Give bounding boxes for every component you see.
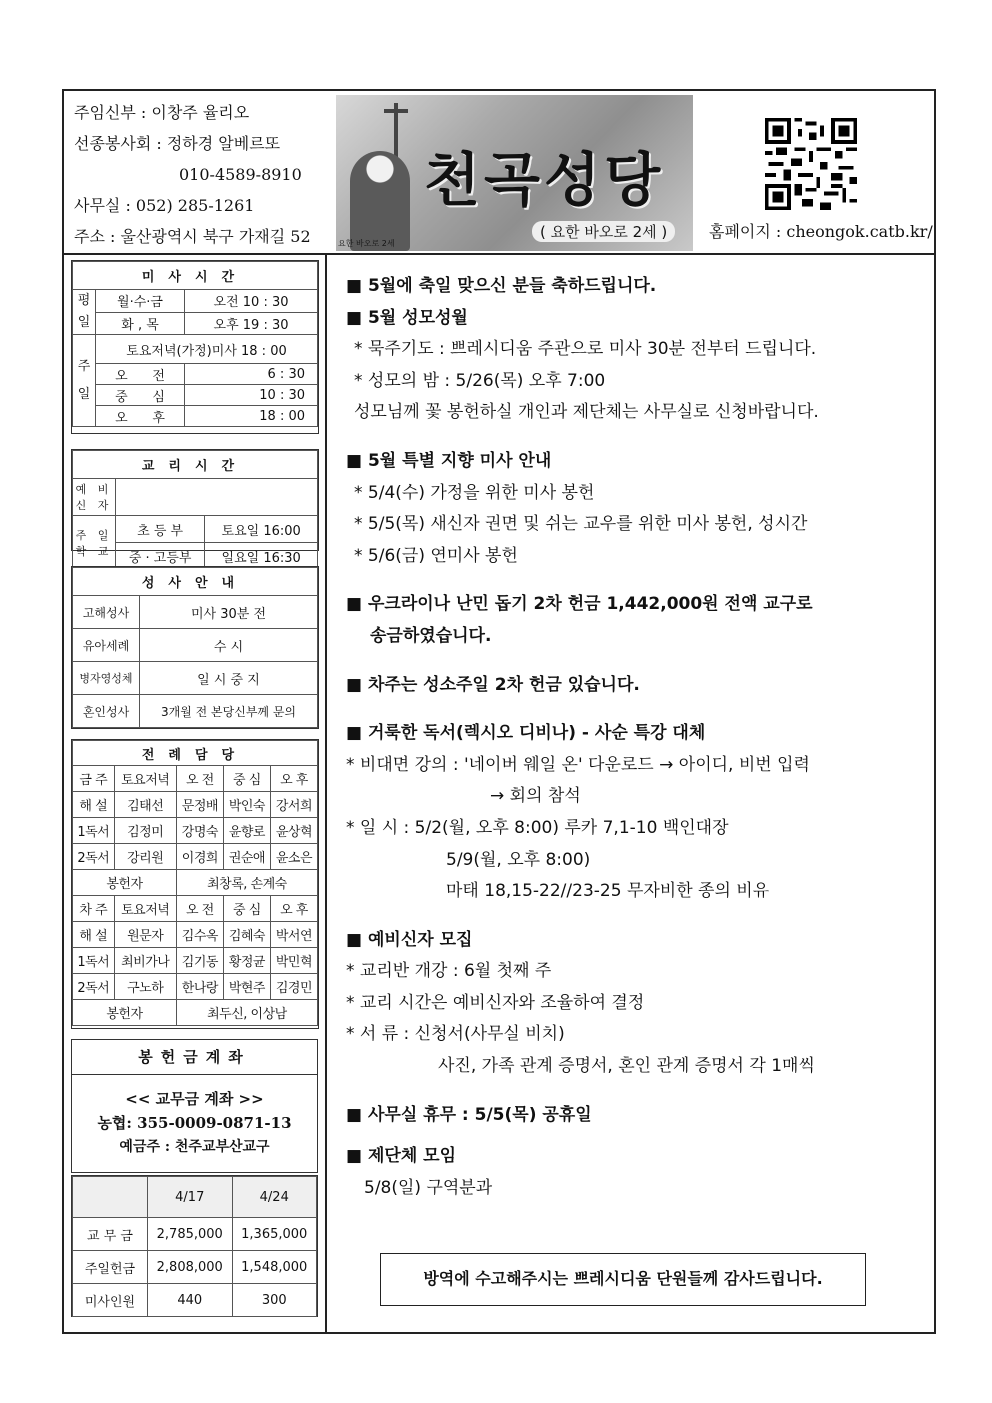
liturgy-col-header: 오 후 (270, 896, 317, 922)
divider (325, 253, 327, 1332)
sunday-time: 6 : 30 (185, 364, 318, 385)
patron-saint: ( 요한 바오로 2세 ) (532, 221, 675, 242)
weekday-label: 평 일 (73, 290, 96, 335)
table-row: 교 무 금 2,785,000 1,365,000 (73, 1218, 317, 1251)
sacrament-info: 일 시 중 지 (140, 662, 318, 695)
sunday-slot: 오 후 (96, 406, 185, 427)
mass-times-box (71, 260, 319, 434)
notice-heading: ■ 예비신자 모집 (346, 929, 473, 950)
liturgy-col-header: 오 전 (176, 896, 223, 922)
mass-times-title: 미사시간 (73, 262, 318, 290)
liturgy-col-header: 중 심 (223, 896, 270, 922)
notice-heading: ■ 5월에 축일 맞으신 분들 축하드립니다. (346, 276, 657, 296)
table-row: 미사인원 440 300 (73, 1284, 317, 1317)
donation-line: << 교무금 계좌 >> (125, 1090, 264, 1108)
sacrament-name: 병자영성체 (73, 662, 140, 695)
table-row (73, 1000, 318, 1026)
notice-item: 5/8(일) 구역분과 (364, 1177, 493, 1198)
secondary-label: 중 · 고등부 (116, 543, 205, 570)
table-row: 2독서 강리원 이경희 권순애 윤소은 (73, 844, 318, 870)
sacrament-info: 수 시 (140, 629, 318, 662)
notice-heading: ■ 사무실 휴무 : 5/5(목) 공휴일 (346, 1104, 592, 1125)
notice-item: * 5/4(수) 가정을 위한 미사 봉헌 (354, 482, 595, 503)
sacrament-info: 3개월 전 본당신부께 문의 (140, 695, 318, 728)
notice-item: 사진, 가족 관계 증명서, 혼인 관계 증명서 각 1매씩 (438, 1056, 815, 1077)
table-row: 1독서 김정미 강명숙 윤향로 윤상혁 (73, 818, 318, 844)
council-chair: 선종봉사회 : 정하경 알베르또 (74, 134, 281, 153)
notice-item: 송금하였습니다. (370, 625, 492, 646)
offering-names: 최창록, 손계숙 (176, 870, 317, 896)
notice-item: 5/9(월, 오후 8:00) (446, 849, 591, 870)
notice-heading: ■ 제단체 모임 (346, 1146, 457, 1167)
table-row (73, 870, 318, 896)
offering-names: 최두신, 이상남 (176, 1000, 317, 1026)
table-row: 해 설 원문자 김수옥 김혜숙 박서연 (73, 922, 318, 948)
table-row: 해 설 김태선 문정배 박인숙 강서희 (73, 792, 318, 818)
notice-item: * 교리 시간은 예비신자와 조율하여 결정 (346, 992, 645, 1013)
weekday-days: 화 , 목 (96, 312, 185, 335)
liturgy-col-header: 중 심 (223, 766, 270, 792)
sunday-school-label: 주 일 학 교 (73, 516, 116, 570)
church-banner (336, 95, 693, 251)
notice-item: → 회의 참석 (490, 786, 581, 807)
notice-item: * 비대면 강의 : '네이버 웨일 온' 다운로드 → 아이디, 비번 입력 (346, 754, 810, 775)
notice-item: * 서 류 : 신청서(사무실 비치) (346, 1024, 565, 1045)
office-phone: 사무실 : 052) 285-1261 (74, 196, 255, 215)
catechism-title: 교리시간 (73, 451, 318, 479)
church-info (74, 97, 311, 252)
catechism-box (71, 449, 319, 566)
finance-date: 4/24 (232, 1177, 317, 1218)
catechumen-label: 예 비 신 자 (73, 479, 116, 516)
church-name: 천곡성당 (424, 146, 665, 214)
elementary-label: 초 등 부 (116, 516, 205, 543)
secondary-time: 일요일 16:30 (205, 543, 318, 570)
liturgy-col-header: 오 후 (270, 766, 317, 792)
finance-date: 4/17 (148, 1177, 233, 1218)
notice-heading: ■ 차주는 성소주일 2차 헌금 있습니다. (346, 674, 640, 695)
homepage-link[interactable]: 홈페이지 : cheongok.catb.kr/ (709, 222, 933, 241)
notice-heading: ■ 우크라이나 난민 돕기 2차 헌금 1,442,000원 전액 교구로 (346, 594, 813, 615)
sunday-slot: 중 심 (96, 385, 185, 406)
liturgy-box (71, 739, 319, 1029)
sacraments-box (71, 566, 319, 729)
notice-item: * 5/5(목) 새신자 권면 및 쉬는 교우를 위한 미사 봉헌, 성시간 (354, 514, 808, 535)
sunday-time: 10 : 30 (185, 385, 318, 406)
pope-figure-image (350, 151, 410, 251)
weekday-time: 오전 10 : 30 (185, 290, 318, 313)
sunday-slot: 오 전 (96, 364, 185, 385)
council-phone: 010-4589-8910 (179, 165, 302, 184)
elementary-time: 토요일 16:00 (205, 516, 318, 543)
cross-icon (384, 109, 408, 113)
sunday-label: 주 일 (73, 335, 96, 427)
bank-account: 농협: 355-0009-0871-13 (97, 1114, 292, 1132)
sunday-time: 18 : 00 (185, 406, 318, 427)
notice-heading: ■ 5월 성모성월 (346, 307, 468, 328)
notice-item: * 묵주기도 : 쁘레시디움 주관으로 미사 30분 전부터 드립니다. (354, 339, 817, 360)
table-row: 2독서 구노하 한나랑 박현주 김경민 (73, 974, 318, 1000)
notice-item: * 성모의 밤 : 5/26(목) 오후 7:00 (354, 370, 606, 391)
notice-heading: ■ 5월 특별 지향 미사 안내 (346, 450, 552, 471)
notice-heading: ■ 거룩한 독서(렉시오 디비나) - 사순 특강 대체 (346, 723, 706, 744)
liturgy-col-header: 금 주 (73, 766, 115, 792)
weekday-days: 월·수·금 (96, 290, 185, 313)
donation-title: 봉헌금계좌 (72, 1040, 317, 1075)
sacrament-name: 고해성사 (73, 596, 140, 629)
liturgy-col-header: 차 주 (73, 896, 115, 922)
donation-box (71, 1039, 318, 1173)
notice-item: 마태 18,15-22//23-25 무자비한 종의 비유 (446, 881, 770, 902)
divider (64, 253, 934, 255)
notice-item: 성모님께 꽃 봉헌하실 개인과 제단체는 사무실로 신청바랍니다. (354, 402, 819, 423)
offering-label: 봉헌자 (73, 870, 177, 896)
offering-label: 봉헌자 (73, 1000, 177, 1026)
weekday-time: 오후 19 : 30 (185, 312, 318, 335)
thanks-box: 방역에 수고해주시는 쁘레시디움 단원들께 감사드립니다. (380, 1253, 866, 1306)
catechumen-time (116, 479, 318, 516)
table-row: 주일헌금 2,808,000 1,548,000 (73, 1251, 317, 1284)
pastor: 주임신부 : 이창주 율리오 (74, 103, 250, 122)
sacrament-info: 미사 30분 전 (140, 596, 318, 629)
table-row: 1독서 최비가나 김기동 황정균 박민혁 (73, 948, 318, 974)
bulletin-frame (62, 89, 936, 1334)
image-caption: 요한 바오로 2세 (338, 239, 395, 248)
finance-corner (73, 1177, 148, 1218)
sacrament-name: 혼인성사 (73, 695, 140, 728)
notice-item: * 5/6(금) 연미사 봉헌 (354, 545, 518, 566)
sacraments-title: 성사안내 (73, 568, 318, 596)
liturgy-col-header: 오 전 (176, 766, 223, 792)
notice-item: * 일 시 : 5/2(월, 오후 8:00) 루카 7,1-10 백인대장 (346, 817, 729, 838)
account-holder: 예금주 : 천주교부산교구 (119, 1139, 270, 1155)
liturgy-col-header: 토요저녁 (114, 896, 176, 922)
address: 주소 : 울산광역시 북구 가재길 52 (74, 227, 311, 246)
liturgy-col-header: 토요저녁 (114, 766, 176, 792)
liturgy-title: 전례담당 (73, 741, 318, 766)
saturday-mass: 토요저녁(가정)미사 18 : 00 (96, 335, 318, 364)
qr-code-icon[interactable] (765, 118, 857, 210)
sacrament-name: 유아세례 (73, 629, 140, 662)
notice-item: * 교리반 개강 : 6월 첫째 주 (346, 961, 552, 982)
notices (346, 271, 926, 1204)
finance-box (71, 1175, 318, 1317)
